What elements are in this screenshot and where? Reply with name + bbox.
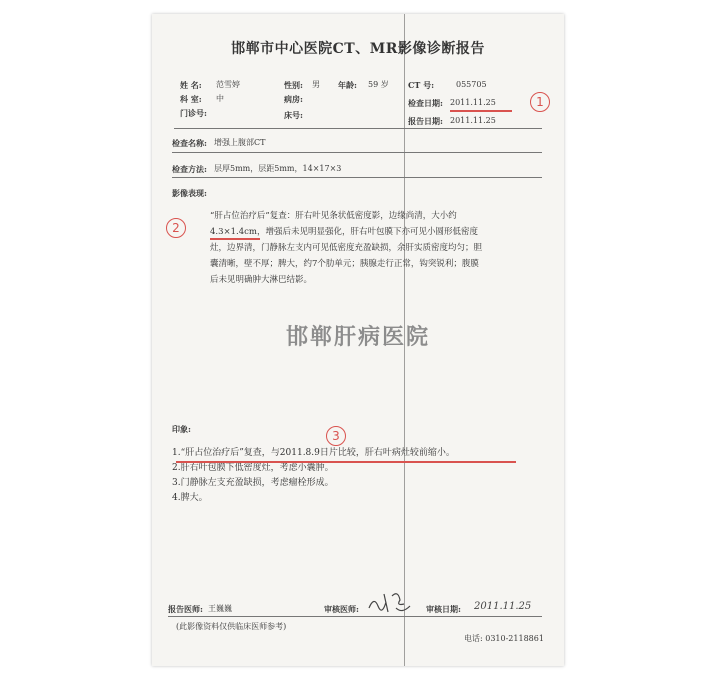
clinic-label: 门诊号: bbox=[180, 108, 207, 118]
exam-date-label: 检查日期: bbox=[408, 98, 443, 108]
exam-name-value: 增强上腹部CT bbox=[214, 138, 266, 147]
reviewer-signature bbox=[366, 588, 414, 616]
dept-value: 中 bbox=[216, 94, 224, 103]
exam-method-label: 检查方法: bbox=[172, 164, 207, 174]
report-date-value: 2011.11.25 bbox=[450, 116, 496, 125]
reviewer-label: 审核医师: bbox=[324, 604, 359, 614]
doctor-label: 报告医师: bbox=[168, 604, 203, 614]
annotation-underline-size bbox=[210, 238, 260, 240]
impression-label: 印象: bbox=[172, 424, 191, 434]
exam-name-label: 检查名称: bbox=[172, 138, 207, 148]
sex-value: 男 bbox=[312, 80, 320, 89]
impression-item: 4.脾大。 bbox=[172, 493, 208, 503]
exam-method-rule bbox=[172, 177, 542, 178]
doctor-value: 王巍巍 bbox=[208, 604, 232, 613]
age-label: 年龄: bbox=[338, 80, 357, 90]
hospital-watermark: 邯郸肝病医院 bbox=[285, 325, 430, 350]
review-date-label: 审核日期: bbox=[426, 604, 461, 614]
annotation-underline-date bbox=[450, 110, 512, 112]
impression-list bbox=[172, 446, 455, 506]
report-paper bbox=[152, 14, 564, 666]
name-value: 范雪婷 bbox=[216, 80, 240, 89]
annotation-mark-1: 1 bbox=[530, 92, 550, 112]
report-title: 邯郸市中心医院CT、MR影像诊断报告 bbox=[231, 41, 485, 57]
impression-item: 2.肝右叶包膜下低密度灶，考虑小囊肿。 bbox=[172, 463, 334, 473]
dept-label: 科 室: bbox=[180, 94, 202, 104]
ct-label: CT 号: bbox=[408, 80, 435, 90]
exam-name-rule bbox=[172, 152, 542, 153]
sex-label: 性别: bbox=[284, 80, 303, 90]
findings-line: 囊清晰，壁不厚；脾大，约7个肋单元；胰腺走行正常，钩突锐利；腹膜 bbox=[210, 259, 479, 269]
bed-label: 床号: bbox=[284, 110, 303, 120]
report-date-label: 报告日期: bbox=[408, 116, 443, 126]
ct-value: 055705 bbox=[456, 80, 487, 89]
findings-paragraph bbox=[210, 208, 482, 288]
findings-line: 4.3×1.4cm，增强后未见明显强化，肝右叶包膜下亦可见小圆形低密度 bbox=[210, 227, 478, 237]
ward-label: 病房: bbox=[284, 94, 303, 104]
header-rule bbox=[174, 128, 542, 129]
findings-line: 后未见明确肿大淋巴结影。 bbox=[210, 275, 313, 285]
findings-line: 灶，边界清，门静脉左支内可见低密度充盈缺损，余肝实质密度均匀；胆 bbox=[210, 243, 483, 253]
impression-item: 1.“肝占位治疗后”复查，与2011.8.9日片比较，肝右叶病灶较前缩小。 bbox=[172, 448, 455, 458]
findings-label: 影像表现: bbox=[172, 188, 207, 198]
name-label: 姓 名: bbox=[180, 80, 202, 90]
findings-line: “肝占位治疗后”复查：肝右叶见条状低密度影，边缘尚清，大小约 bbox=[210, 211, 457, 221]
footer-rule bbox=[168, 616, 542, 617]
annotation-underline-impression bbox=[176, 461, 516, 463]
annotation-mark-3: 3 bbox=[326, 426, 346, 446]
footer-note: (此影像资料仅供临床医师参考) bbox=[176, 622, 287, 631]
impression-item: 3.门静脉左支充盈缺损，考虑瘤栓形成。 bbox=[172, 478, 334, 488]
exam-method-value: 层厚5mm，层距5mm，14×17×3 bbox=[214, 164, 342, 173]
age-value: 59 岁 bbox=[368, 80, 389, 89]
annotation-mark-2: 2 bbox=[166, 218, 186, 238]
review-date-value: 2011.11.25 bbox=[474, 601, 532, 612]
phone-number: 电话: 0310-2118861 bbox=[464, 634, 544, 643]
exam-date-value: 2011.11.25 bbox=[450, 98, 496, 107]
